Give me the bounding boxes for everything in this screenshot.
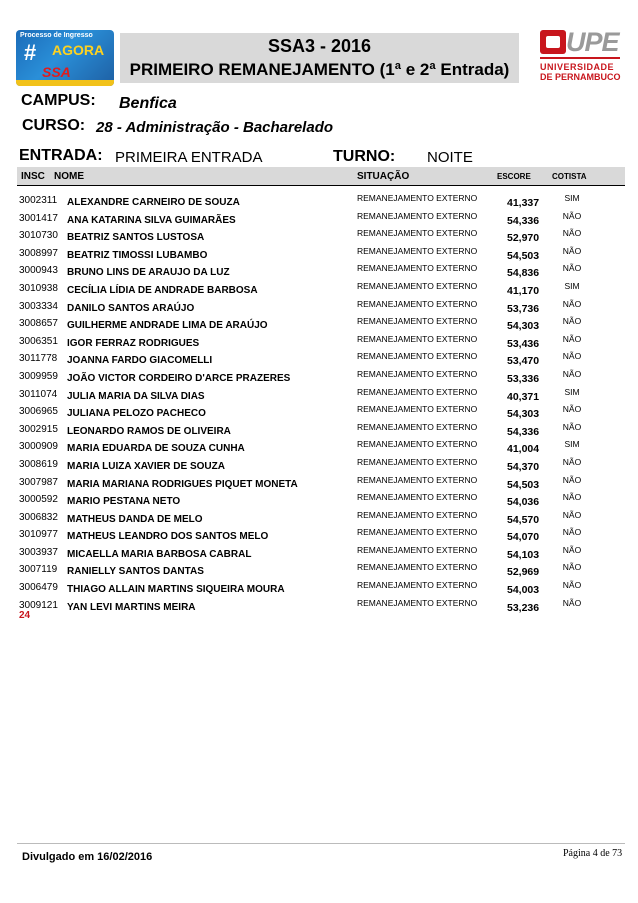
table-row: [17, 280, 625, 298]
cell-cotista: SIM: [564, 193, 580, 203]
cell-cotista: NÃO: [562, 562, 582, 573]
cell-insc: 3003334: [19, 300, 58, 312]
cell-nome: JOANNA FARDO GIACOMELLI: [67, 355, 213, 367]
cell-nome: RANIELLY SANTOS DANTAS: [67, 566, 204, 578]
cell-insc: 3002915: [19, 423, 58, 435]
cell-situacao: REMANEJAMENTO EXTERNO: [357, 404, 478, 415]
table-row: [17, 438, 625, 456]
cell-cotista: NÃO: [562, 228, 582, 239]
page-number: Página 4 de 73: [563, 848, 623, 859]
cell-situacao: REMANEJAMENTO EXTERNO: [357, 386, 478, 397]
upe-logo-line1: UNIVERSIDADE: [540, 62, 615, 72]
table-row: [17, 227, 625, 245]
column-header-insc: INSC: [21, 171, 45, 182]
cell-escore: 54,370: [507, 460, 540, 473]
cell-insc: 3000909: [19, 441, 58, 453]
table-row: [17, 561, 625, 579]
cell-insc: 3007119: [19, 564, 58, 576]
cell-escore: 54,336: [507, 425, 540, 438]
cell-insc: 3006832: [19, 511, 58, 523]
cell-insc: 3008657: [19, 318, 58, 330]
cell-nome: IGOR FERRAZ RODRIGUES: [67, 337, 200, 349]
cell-insc: 3000943: [19, 265, 58, 277]
cell-nome: YAN LEVI MARTINS MEIRA: [67, 601, 196, 613]
table-row: [17, 350, 625, 368]
hashtag-icon: #: [24, 40, 37, 65]
cell-cotista: NÃO: [562, 263, 582, 274]
cell-insc: 3006479: [19, 582, 58, 594]
cell-insc: 3006965: [19, 406, 58, 418]
table-row: [17, 544, 625, 562]
table-row: [17, 579, 625, 597]
cell-insc: 3007987: [19, 476, 58, 488]
cell-nome: CECÍLIA LÍDIA DE ANDRADE BARBOSA: [67, 284, 258, 296]
cell-cotista: NÃO: [562, 210, 582, 221]
table-row: [17, 333, 625, 351]
cell-cotista: NÃO: [562, 245, 582, 256]
cell-situacao: REMANEJAMENTO EXTERNO: [357, 298, 478, 309]
cell-nome: MARIA MARIANA RODRIGUES PIQUET MONETA: [67, 478, 298, 490]
cell-escore: 54,503: [507, 478, 540, 491]
table-header: [17, 167, 625, 186]
cell-insc: 3010938: [19, 282, 58, 294]
cell-cotista: SIM: [564, 280, 580, 291]
table-row: [17, 474, 625, 492]
cell-nome: BRUNO LINS DE ARAUJO DA LUZ: [67, 267, 230, 279]
cell-cotista: NÃO: [562, 544, 582, 555]
cell-situacao: REMANEJAMENTO EXTERNO: [357, 509, 478, 520]
cell-cotista: NÃO: [562, 298, 582, 309]
cell-situacao: REMANEJAMENTO EXTERNO: [357, 245, 478, 256]
logo-stripe: [16, 80, 114, 86]
cell-insc: 3010977: [19, 529, 58, 541]
table-row: [17, 403, 625, 421]
cell-escore: 53,736: [507, 302, 540, 315]
cell-situacao: REMANEJAMENTO EXTERNO: [357, 580, 478, 591]
curso-value: 28 - Administração - Bacharelado: [96, 119, 334, 136]
table-row: [17, 526, 625, 544]
cell-escore: 52,970: [507, 232, 540, 245]
cell-insc: 3000592: [19, 494, 58, 506]
cell-situacao: REMANEJAMENTO EXTERNO: [357, 368, 478, 379]
cell-nome: ALEXANDRE CARNEIRO DE SOUZA: [67, 197, 240, 208]
cell-nome: ANA KATARINA SILVA GUIMARÃES: [67, 214, 236, 226]
campus-label: CAMPUS:: [21, 92, 96, 109]
cell-insc: 3008997: [19, 247, 58, 259]
curso-label: CURSO:: [22, 117, 86, 134]
table-row: [17, 509, 625, 527]
cell-escore: 41,004: [507, 443, 540, 456]
page-subtitle: PRIMEIRO REMANEJAMENTO (1ª e 2ª Entrada): [129, 60, 510, 79]
cell-situacao: REMANEJAMENTO EXTERNO: [357, 280, 478, 291]
column-header-cotista: COTISTA: [552, 172, 587, 181]
cell-cotista: NÃO: [562, 421, 582, 432]
cell-situacao: REMANEJAMENTO EXTERNO: [357, 193, 478, 203]
cell-nome: JULIANA PELOZO PACHECO: [67, 408, 206, 420]
candidate-table: [17, 192, 625, 614]
cell-cotista: SIM: [564, 386, 580, 397]
title-banner: [120, 33, 519, 83]
cell-situacao: REMANEJAMENTO EXTERNO: [357, 421, 478, 432]
upe-logo-text: UPE: [566, 27, 619, 57]
cell-escore: 53,470: [507, 355, 540, 368]
cell-nome: MATHEUS DANDA DE MELO: [67, 513, 203, 525]
cell-nome: MARIO PESTANA NETO: [67, 496, 181, 508]
cell-escore: 54,003: [507, 584, 540, 597]
cell-insc: 3008619: [19, 458, 58, 470]
cell-nome: BEATRIZ SANTOS LUSTOSA: [67, 232, 205, 244]
entrada-value: PRIMEIRA ENTRADA: [115, 149, 263, 166]
table-row: [17, 491, 625, 509]
cell-cotista: NÃO: [562, 509, 582, 520]
cell-escore: 54,570: [507, 513, 540, 526]
cell-nome: MATHEUS LEANDRO DOS SANTOS MELO: [67, 531, 269, 543]
cell-cotista: NÃO: [562, 474, 582, 485]
cell-escore: 54,070: [507, 531, 540, 544]
table-row: [17, 262, 625, 280]
table-row: [17, 386, 625, 404]
cell-cotista: NÃO: [562, 597, 582, 608]
upe-logo-divider: [540, 57, 620, 59]
upe-logo: [536, 27, 624, 92]
cell-insc: 3010730: [19, 230, 58, 242]
cell-situacao: REMANEJAMENTO EXTERNO: [357, 562, 478, 573]
cell-escore: 54,836: [507, 267, 540, 280]
turno-label: TURNO:: [333, 148, 396, 165]
cell-cotista: SIM: [564, 439, 580, 450]
cell-escore: 54,036: [507, 496, 540, 509]
cell-insc: 3009121: [19, 599, 58, 611]
cell-nome: LEONARDO RAMOS DE OLIVEIRA: [67, 425, 231, 437]
cell-cotista: NÃO: [562, 333, 582, 344]
cell-escore: 53,436: [507, 337, 540, 350]
table-row: [17, 315, 625, 333]
cell-situacao: REMANEJAMENTO EXTERNO: [357, 333, 478, 344]
cell-nome: THIAGO ALLAIN MARTINS SIQUEIRA MOURA: [67, 584, 285, 596]
cell-insc: 3009959: [19, 370, 58, 382]
cell-situacao: REMANEJAMENTO EXTERNO: [357, 316, 478, 327]
cell-escore: 54,503: [507, 249, 540, 262]
cell-insc: 3011074: [19, 388, 58, 400]
cell-cotista: NÃO: [562, 580, 582, 591]
cell-cotista: NÃO: [562, 527, 582, 538]
cell-escore: 53,236: [507, 601, 540, 614]
cell-situacao: REMANEJAMENTO EXTERNO: [357, 527, 478, 538]
cell-escore: 54,336: [507, 214, 540, 227]
column-header-situacao: SITUAÇÃO: [357, 171, 410, 182]
cell-situacao: REMANEJAMENTO EXTERNO: [357, 351, 478, 362]
cell-nome: MARIA EDUARDA DE SOUZA CUNHA: [67, 443, 245, 455]
cell-escore: 41,337: [507, 197, 540, 209]
cell-nome: JOÃO VICTOR CORDEIRO D'ARCE PRAZERES: [67, 372, 291, 384]
cell-situacao: REMANEJAMENTO EXTERNO: [357, 210, 478, 221]
cell-situacao: REMANEJAMENTO EXTERNO: [357, 492, 478, 503]
cell-nome: JULIA MARIA DA SILVA DIAS: [67, 390, 205, 402]
cell-cotista: NÃO: [562, 368, 582, 379]
cell-cotista: NÃO: [562, 316, 582, 327]
cell-escore: 54,303: [507, 408, 540, 421]
upe-emblem-icon: [540, 30, 566, 54]
table-row: [17, 421, 625, 439]
table-row: [17, 456, 625, 474]
cell-escore: 52,969: [507, 566, 540, 579]
total-count: 24: [19, 610, 31, 621]
cell-cotista: NÃO: [562, 404, 582, 415]
turno-value: NOITE: [427, 149, 473, 166]
table-row: [17, 192, 625, 210]
cell-situacao: REMANEJAMENTO EXTERNO: [357, 439, 478, 450]
campus-value: Benfica: [119, 95, 177, 112]
cell-nome: MICAELLA MARIA BARBOSA CABRAL: [67, 548, 252, 560]
cell-cotista: NÃO: [562, 492, 582, 503]
page-title: SSA3 - 2016: [267, 36, 372, 56]
logo-agora-text: AGORA: [52, 42, 105, 58]
table-row: [17, 368, 625, 386]
logo-ssa-text: SSA: [42, 64, 71, 80]
publication-date: Divulgado em 16/02/2016: [22, 851, 153, 863]
cell-insc: 3006351: [19, 335, 58, 347]
column-header-nome: NOME: [54, 171, 84, 182]
cell-escore: 53,336: [507, 372, 540, 385]
cell-insc: 3011778: [19, 353, 58, 365]
cell-nome: DANILO SANTOS ARAÚJO: [67, 302, 195, 314]
cell-escore: 54,303: [507, 320, 540, 333]
table-row: [17, 597, 625, 615]
cell-situacao: REMANEJAMENTO EXTERNO: [357, 474, 478, 485]
cell-situacao: REMANEJAMENTO EXTERNO: [357, 228, 478, 239]
cell-situacao: REMANEJAMENTO EXTERNO: [357, 456, 478, 467]
table-row: [17, 245, 625, 263]
cell-insc: 3002311: [19, 195, 58, 206]
table-row: [17, 298, 625, 316]
column-header-escore: ESCORE: [497, 172, 531, 181]
entrada-label: ENTRADA:: [19, 147, 103, 164]
cell-situacao: REMANEJAMENTO EXTERNO: [357, 263, 478, 274]
table-row: [17, 210, 625, 228]
cell-nome: MARIA LUIZA XAVIER DE SOUZA: [67, 460, 225, 472]
cell-cotista: NÃO: [562, 351, 582, 362]
cell-nome: BEATRIZ TIMOSSI LUBAMBO: [67, 249, 208, 261]
cell-insc: 3003937: [19, 546, 58, 558]
cell-insc: 3001417: [19, 212, 58, 224]
ssa-agora-logo: [16, 30, 114, 86]
cell-situacao: REMANEJAMENTO EXTERNO: [357, 544, 478, 555]
cell-nome: GUILHERME ANDRADE LIMA DE ARAÚJO: [67, 320, 268, 332]
footer-divider: [17, 843, 625, 844]
logo-caption: Processo de Ingresso: [20, 32, 93, 39]
cell-situacao: REMANEJAMENTO EXTERNO: [357, 597, 478, 608]
cell-escore: 54,103: [507, 548, 540, 561]
cell-cotista: NÃO: [562, 456, 582, 467]
upe-logo-line2: DE PERNAMBUCO: [540, 72, 621, 82]
cell-escore: 41,170: [507, 284, 540, 297]
cell-escore: 40,371: [507, 390, 540, 403]
